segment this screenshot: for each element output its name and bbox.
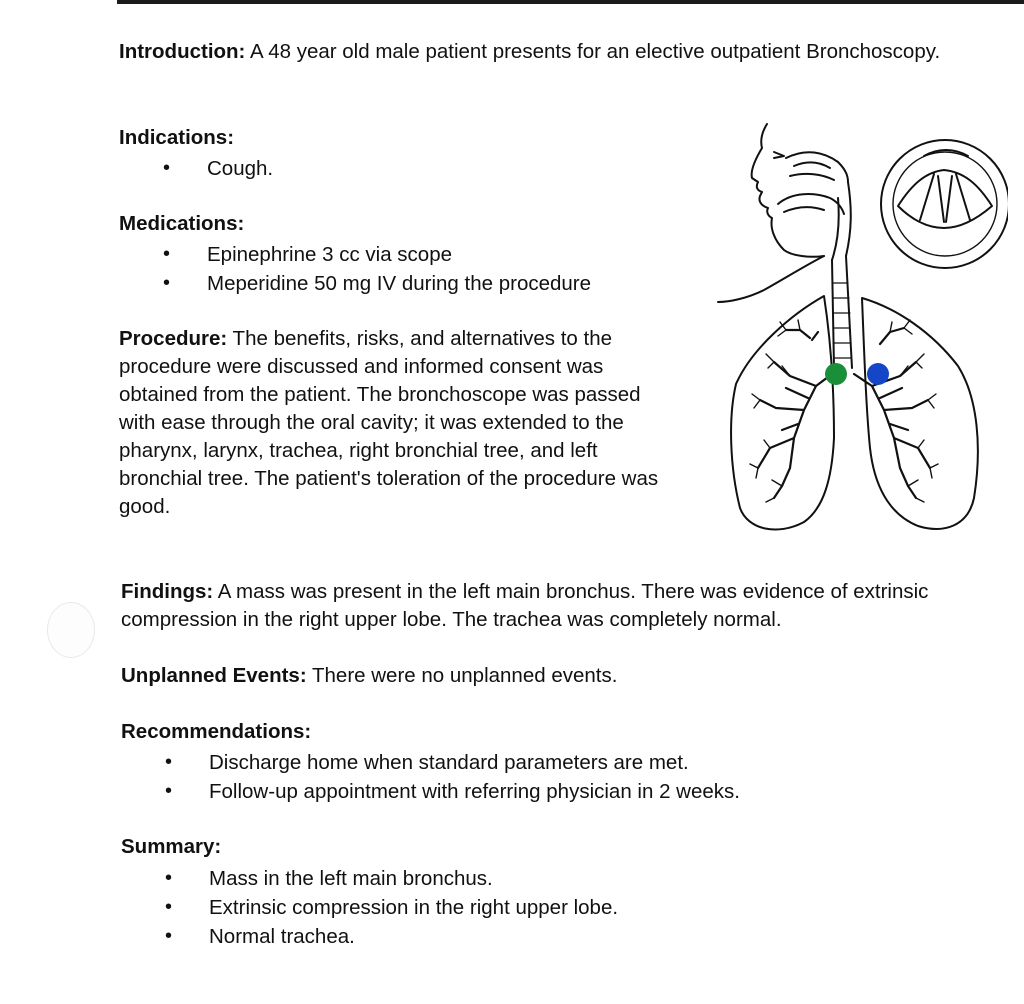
medications-heading: Medications: [119,212,245,235]
larynx-inset-inner-ring [893,152,997,256]
indications-heading: Indications: [119,126,235,149]
findings-paragraph [121,578,1011,634]
findings-label: Findings: [121,580,214,603]
airway-lungs-illustration [712,118,1008,543]
introduction-text: A 48 year old male patient presents for an elective outpatient Bronchoscopy. [245,40,941,63]
list-item: • Follow-up appointment with referring physician in 2 weeks. [121,777,740,806]
vocal-cords [898,170,992,228]
eye-mark [774,152,784,158]
list-item: • Cough. [119,154,273,183]
list-item: • Mass in the left main bronchus. [121,864,618,893]
right-bronchus-marker [867,363,889,385]
procedure-paragraph [119,325,679,521]
summary-heading: Summary: [121,835,222,858]
unplanned-events-text: There were no unplanned events. [306,664,618,687]
right-bronchial-tree [758,330,832,498]
head-profile-outline [752,124,824,257]
left-main-bronchus-marker [825,363,847,385]
unplanned-events-label: Unplanned Events: [121,664,307,687]
list-item: • Discharge home when standard parameters are met. [121,748,740,777]
introduction-paragraph [119,38,949,66]
recommendations-list [121,748,740,806]
top-border-line [117,0,1024,4]
indications-list [119,154,273,183]
procedure-text: The benefits, risks, and alternatives to the procedure were discussed and informed consent was obtained from the patient. The bronchoscope was passed with ease through the oral cavity; it was extended to the pharynx, larynx, trachea, right bronchial tree, and left bronchial tree. The patient's toleration of the procedure was good. [119,327,659,518]
left-bronchial-twigs [890,320,938,502]
list-item: • Meperidine 50 mg IV during the procedure [119,269,591,298]
trachea [832,256,852,368]
list-item: • Normal trachea. [121,922,618,951]
procedure-label: Procedure: [119,327,228,350]
medications-list [119,240,591,298]
introduction-label: Introduction: [119,40,246,63]
list-item: • Epinephrine 3 cc via scope [119,240,591,269]
nasal-cavity [786,152,848,182]
recommendations-heading: Recommendations: [121,720,312,743]
findings-text: A mass was present in the left main bronchus. There was evidence of extrinsic compression in the right upper lobe. The trachea was completely normal. [121,580,929,631]
jaw-outline [718,256,824,302]
oral-cavity [778,194,844,214]
pharynx-tube [832,182,851,260]
left-bronchial-tree [854,328,930,498]
list-item: • Extrinsic compression in the right upper lobe. [121,893,618,922]
right-bronchial-twigs [750,320,800,502]
punch-hole [47,602,95,658]
right-lung-outline [731,296,834,530]
unplanned-events-paragraph [121,662,1011,690]
summary-list [121,864,618,951]
left-lung-outline [862,298,978,529]
